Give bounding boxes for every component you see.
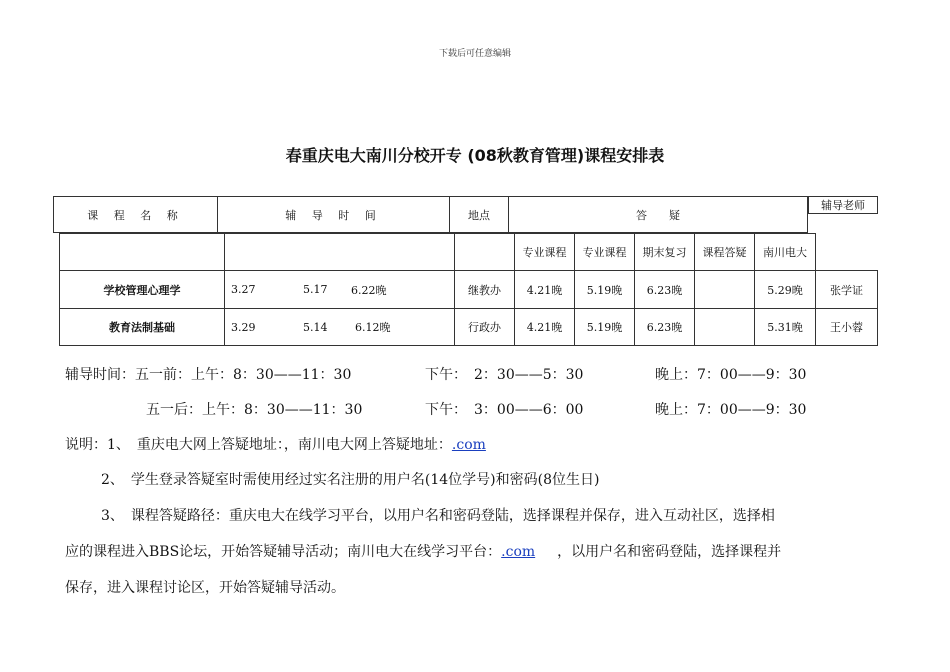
row1-time: [224, 270, 455, 309]
row1-qa-4: [694, 270, 755, 309]
subheader-qa-4: 课程答疑: [694, 233, 755, 271]
row1-qa-2: 5.19晚: [574, 270, 635, 309]
row2-qa-2: 5.19晚: [574, 308, 635, 346]
header-course: 课 程 名 称: [53, 196, 218, 233]
row2-teacher: 王小蓉: [815, 308, 878, 346]
row2-time: [224, 308, 455, 346]
row1-time3: 6.22晚: [351, 283, 387, 297]
note-2: 2、 学生登录答疑室时需使用经过实名注册的用户名(14位学号)和密码(8位生日): [101, 472, 600, 488]
note-1: [65, 434, 486, 454]
note-3-line3: 保存，进入课程讨论区，开始答疑辅导活动。: [65, 580, 345, 596]
schedule-line1-evening: 晚上：7：00——9：30: [655, 367, 807, 383]
row2-qa-1: 4.21晚: [514, 308, 575, 346]
header-place: 地点: [449, 196, 509, 233]
row2-qa-4: [694, 308, 755, 346]
note-1-text: 说明：1、 重庆电大网上答疑地址：，南川电大网上答疑地址：: [65, 437, 452, 453]
subheader-qa-5: 南川电大: [754, 233, 816, 271]
row1-time2: 5.17: [303, 283, 328, 296]
row2-course: 教育法制基础: [59, 308, 225, 346]
row2-time2: 5.14: [303, 320, 328, 334]
schedule-line2-label: 五一后：上午：8：30——11：30: [146, 402, 363, 418]
header-teacher: 辅导老师: [808, 196, 878, 214]
note-3-link[interactable]: .com: [501, 544, 536, 560]
header-qa: 答 疑: [508, 196, 808, 233]
schedule-line1-afternoon: 下午： 2：30——5：30: [425, 367, 584, 383]
subheader-blank-place: [454, 233, 515, 271]
row2-place: 行政办: [454, 308, 515, 346]
note-3-line2-a: 应的课程进入BBS论坛，开始答疑辅导活动；南川电大在线学习平台：: [65, 544, 502, 560]
row1-place: 继教办: [454, 270, 515, 309]
row1-qa-1: 4.21晚: [514, 270, 575, 309]
subheader-blank-course: [59, 233, 225, 271]
row1-teacher: 张学证: [815, 270, 878, 309]
schedule-line2-afternoon: 下午： 3：00——6：00: [425, 402, 584, 418]
subheader-qa-2: 专业课程: [574, 233, 635, 271]
note-3-line2: [65, 541, 781, 561]
header-note: 下载后可任意编辑: [438, 49, 511, 59]
note-1-link[interactable]: .com: [451, 437, 486, 453]
row2-qa-5: 5.31晚: [754, 308, 816, 346]
header-time: 辅 导 时 间: [217, 196, 450, 233]
subheader-blank-time: [224, 233, 455, 271]
row1-course: 学校管理心理学: [59, 270, 225, 309]
row1-qa-5: 5.29晚: [754, 270, 816, 309]
row2-qa-3: 6.23晚: [634, 308, 695, 346]
schedule-line2-evening: 晚上：7：00——9：30: [655, 402, 807, 418]
page-title: 春重庆电大南川分校开专 (08秋教育管理)课程安排表: [285, 146, 665, 165]
note-3-line1: 3、 课程答疑路径：重庆电大在线学习平台，以用户名和密码登陆，选择课程并保存，进入互动社区，选择相: [101, 508, 775, 524]
row1-time1: 3.27: [231, 283, 256, 296]
subheader-qa-3: 期末复习: [634, 233, 695, 271]
row2-time1: 3.29: [231, 320, 256, 334]
note-3-line2-b: ，以用户名和密码登陆，选择课程并: [557, 544, 782, 560]
row1-qa-3: 6.23晚: [634, 270, 695, 309]
schedule-line1-label: 辅导时间：五一前：上午：8：30——11：30: [65, 367, 352, 383]
subheader-qa-1: 专业课程: [514, 233, 575, 271]
row2-time3: 6.12晚: [355, 321, 391, 334]
